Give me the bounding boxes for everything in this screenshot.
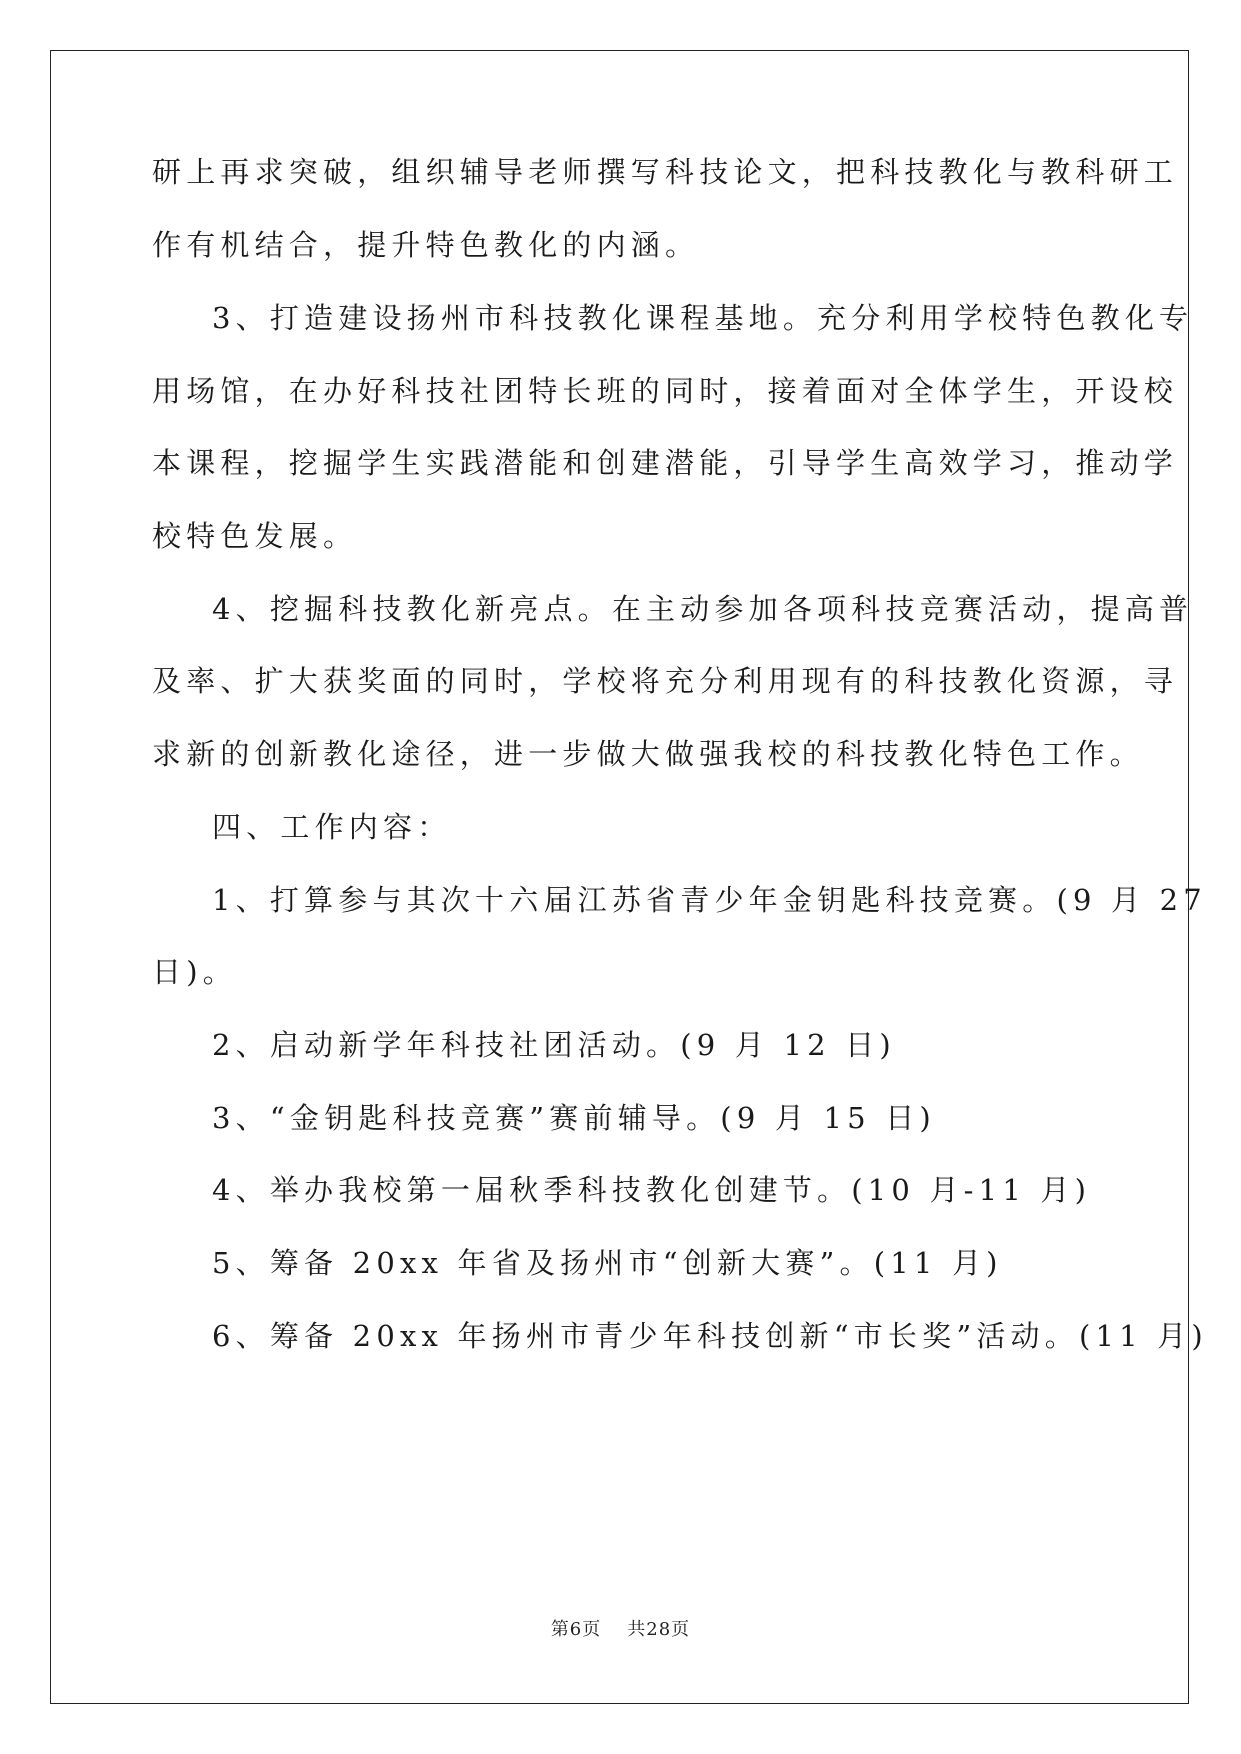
text-line: 求新的创新教化途径，进一步做大做强我校的科技教化特色工作。 <box>152 737 1144 771</box>
text-line: 及率、扩大获奖面的同时，学校将充分利用现有的科技教化资源，寻 <box>152 664 1179 698</box>
text-line: 用场馆，在办好科技社团特长班的同时，接着面对全体学生，开设校 <box>152 374 1179 408</box>
section-heading: 四、工作内容： <box>212 810 452 844</box>
text-line: 本课程，挖掘学生实践潜能和创建潜能，引导学生高效学习，推动学 <box>152 446 1179 480</box>
text-line: 3、“金钥匙科技竞赛”赛前辅导。(9 月 15 日) <box>212 1101 936 1135</box>
text-line: 1、打算参与其次十六届江苏省青少年金钥匙科技竞赛。(9 月 27 <box>212 883 1207 917</box>
page-total: 共28页 <box>627 1619 691 1640</box>
text-line: 5、筹备 20xx 年省及扬州市“创新大赛”。(11 月) <box>212 1246 1003 1280</box>
text-line: 2、启动新学年科技社团活动。(9 月 12 日) <box>212 1028 896 1062</box>
text-line: 3、打造建设扬州市科技教化课程基地。充分利用学校特色教化专 <box>212 301 1194 335</box>
text-line: 作有机结合，提升特色教化的内涵。 <box>152 228 700 262</box>
page-number: 第6页 <box>550 1619 602 1640</box>
text-line: 4、挖掘科技教化新亮点。在主动参加各项科技竞赛活动，提高普 <box>212 592 1194 626</box>
text-line: 6、筹备 20xx 年扬州市青少年科技创新“市长奖”活动。(11 月) <box>212 1319 1208 1353</box>
page-footer <box>0 1615 1241 1641</box>
text-line: 4、举办我校第一届秋季科技教化创建节。(10 月-11 月) <box>212 1173 1092 1207</box>
text-line: 研上再求突破，组织辅导老师撰写科技论文，把科技教化与教科研工 <box>152 155 1179 189</box>
text-line: 日)。 <box>152 955 237 989</box>
text-line: 校特色发展。 <box>152 519 358 553</box>
